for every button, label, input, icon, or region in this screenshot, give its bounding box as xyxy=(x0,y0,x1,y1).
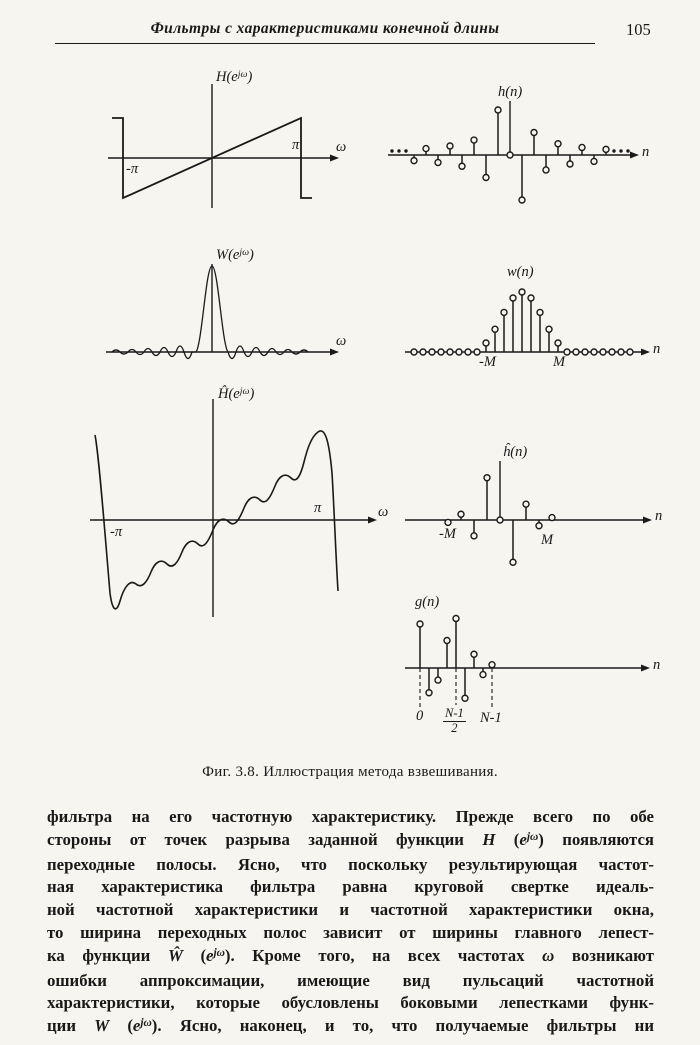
sample-circle xyxy=(447,349,453,355)
sample-circle xyxy=(429,349,435,355)
ideal-response-svg xyxy=(90,70,350,225)
sample-circle xyxy=(458,511,464,517)
sample-circle xyxy=(591,349,597,355)
stem-plot xyxy=(417,616,495,702)
pi-label: π xyxy=(292,137,300,153)
sample-circle xyxy=(423,146,429,152)
sample-circle xyxy=(497,517,503,523)
frac-N-1-over-2 xyxy=(443,707,466,736)
n-label: n xyxy=(642,144,650,160)
impulse-response-svg xyxy=(380,85,660,215)
H-label: $H(e^{j\omega})$ xyxy=(216,68,253,85)
sample-circle xyxy=(456,349,462,355)
sample-circle xyxy=(519,289,525,295)
sample-circle xyxy=(627,349,633,355)
figure-caption: Фиг. 3.8. Иллюстрация метода взвешивания. xyxy=(202,764,498,780)
sample-circle xyxy=(483,175,489,181)
sample-circle xyxy=(471,533,477,539)
n-label: n xyxy=(653,657,661,673)
n-label: n xyxy=(653,341,661,357)
sample-circle xyxy=(519,197,525,203)
sample-circle xyxy=(582,349,588,355)
sample-circle xyxy=(453,616,459,622)
text-line: фильтра на его частотную характеристику. Прежде всего по обе xyxy=(47,807,654,826)
arrowhead-icon xyxy=(641,349,650,356)
windowed-impulse-svg xyxy=(395,445,665,575)
sample-circle xyxy=(510,295,516,301)
text-line: характеристики, которые обусловлены боковыми лепестками функ- xyxy=(47,993,654,1013)
window-spectrum-curve xyxy=(112,266,308,359)
text-line: переходные полосы. Ясно, что поскольку результирующая частот- xyxy=(47,854,654,874)
sample-circle xyxy=(549,515,555,521)
stem-plot xyxy=(411,289,633,355)
shifted-impulse-svg xyxy=(395,595,665,740)
sample-circle xyxy=(546,326,552,332)
plot-approx-response xyxy=(80,385,400,625)
sample-circle xyxy=(609,349,615,355)
sample-circle xyxy=(426,690,432,696)
w-label: w(n) xyxy=(507,264,534,280)
sample-circle xyxy=(471,137,477,143)
arrowhead-icon xyxy=(630,152,639,159)
g-label: g(n) xyxy=(415,594,440,610)
sample-circle xyxy=(462,695,468,701)
sample-circle xyxy=(528,295,534,301)
sample-circle xyxy=(471,651,477,657)
sample-circle xyxy=(603,146,609,152)
approx-response-svg xyxy=(80,385,400,625)
frac-denominator: 2 xyxy=(451,720,458,735)
arrowhead-icon xyxy=(641,665,650,672)
n-label: n xyxy=(655,508,663,524)
M-label: M xyxy=(541,532,554,548)
sample-circle xyxy=(438,349,444,355)
sample-circle xyxy=(492,326,498,332)
omega-label: ω xyxy=(336,333,347,349)
text-line: стороны от точек разрыва заданной функции H $(e^{j\omega})$ появляются xyxy=(47,829,654,849)
sample-circle xyxy=(447,143,453,149)
plot-windowed-impulse xyxy=(395,445,665,575)
text-line: то ширина переходных полос зависит от ширины главного лепест- xyxy=(47,922,654,942)
sample-circle xyxy=(507,152,513,158)
neg-pi-label: -π xyxy=(110,524,123,540)
plot-ideal-response xyxy=(90,70,350,225)
header-rule xyxy=(55,43,595,44)
sample-circle xyxy=(555,340,561,346)
sample-circle xyxy=(420,349,426,355)
sample-circle xyxy=(484,475,490,481)
pi-label: π xyxy=(314,500,322,516)
omega-label: ω xyxy=(336,139,347,155)
frac-numerator: N-1 xyxy=(445,706,464,720)
sample-circle xyxy=(465,349,471,355)
sample-circle xyxy=(537,309,543,315)
sample-circle xyxy=(579,144,585,150)
sample-circle xyxy=(543,167,549,173)
H-hat-label: $Ĥ(e^{j\omega})$ xyxy=(218,385,255,402)
sample-circle xyxy=(600,349,606,355)
sample-circle xyxy=(531,130,537,136)
sample-circle xyxy=(480,672,486,678)
neg-M-label: -M xyxy=(439,526,456,542)
sample-circle xyxy=(510,559,516,565)
sample-circle xyxy=(555,141,561,147)
sample-circle xyxy=(573,349,579,355)
body-text xyxy=(47,806,654,1040)
arrowhead-icon xyxy=(368,517,377,524)
neg-pi-label: -π xyxy=(126,161,139,177)
plot-impulse-response xyxy=(380,85,660,215)
neg-M-label: -M xyxy=(479,354,496,370)
sample-circle xyxy=(495,107,501,113)
sample-circle xyxy=(459,163,465,169)
sample-circle xyxy=(567,161,573,167)
text-line: ции W $(e^{j\omega})$. Ясно, наконец, и то, что получаемые фильтры ни xyxy=(47,1016,654,1036)
W-label: $W(e^{j\omega})$ xyxy=(216,246,254,263)
h-label: h(n) xyxy=(498,84,523,100)
sample-circle xyxy=(591,158,597,164)
arrowhead-icon xyxy=(643,517,652,524)
M-label: M xyxy=(553,354,566,370)
sample-circle xyxy=(411,349,417,355)
sample-circle xyxy=(536,523,542,529)
zero-label: 0 xyxy=(416,708,424,724)
omega-label: ω xyxy=(378,504,389,520)
sample-circle xyxy=(435,677,441,683)
window-sequence-svg xyxy=(395,265,665,385)
h-hat-label: ĥ(n) xyxy=(503,444,528,460)
sample-circle xyxy=(489,662,495,668)
sample-circle xyxy=(417,621,423,627)
sample-circle xyxy=(483,340,489,346)
sample-circle xyxy=(445,519,451,525)
text-line: ошибки аппроксимации, имеющие вид пульсаций частотной xyxy=(47,970,654,990)
running-header: Фильтры с характеристиками конечной длины xyxy=(150,20,500,37)
plot-window-sequence xyxy=(395,265,665,385)
page-number: 105 xyxy=(626,20,651,39)
plot-shifted-impulse xyxy=(395,595,665,740)
sample-circle xyxy=(435,160,441,166)
text-line: ной частотной характеристики и частотной характеристики окна, xyxy=(47,900,654,920)
text-line: ная характеристика фильтра равна круговой свертке идеаль- xyxy=(47,877,654,897)
text-line: ка функции Ŵ $(e^{j\omega})$. Кроме того, на всех частотах ω возникают xyxy=(47,945,654,965)
sample-circle xyxy=(501,309,507,315)
sample-circle xyxy=(411,158,417,164)
N-1-label: N-1 xyxy=(480,710,502,726)
plot-window-spectrum xyxy=(90,248,350,388)
window-spectrum-svg xyxy=(90,248,350,388)
sample-circle xyxy=(618,349,624,355)
sample-circle xyxy=(444,638,450,644)
sample-circle xyxy=(523,501,529,507)
